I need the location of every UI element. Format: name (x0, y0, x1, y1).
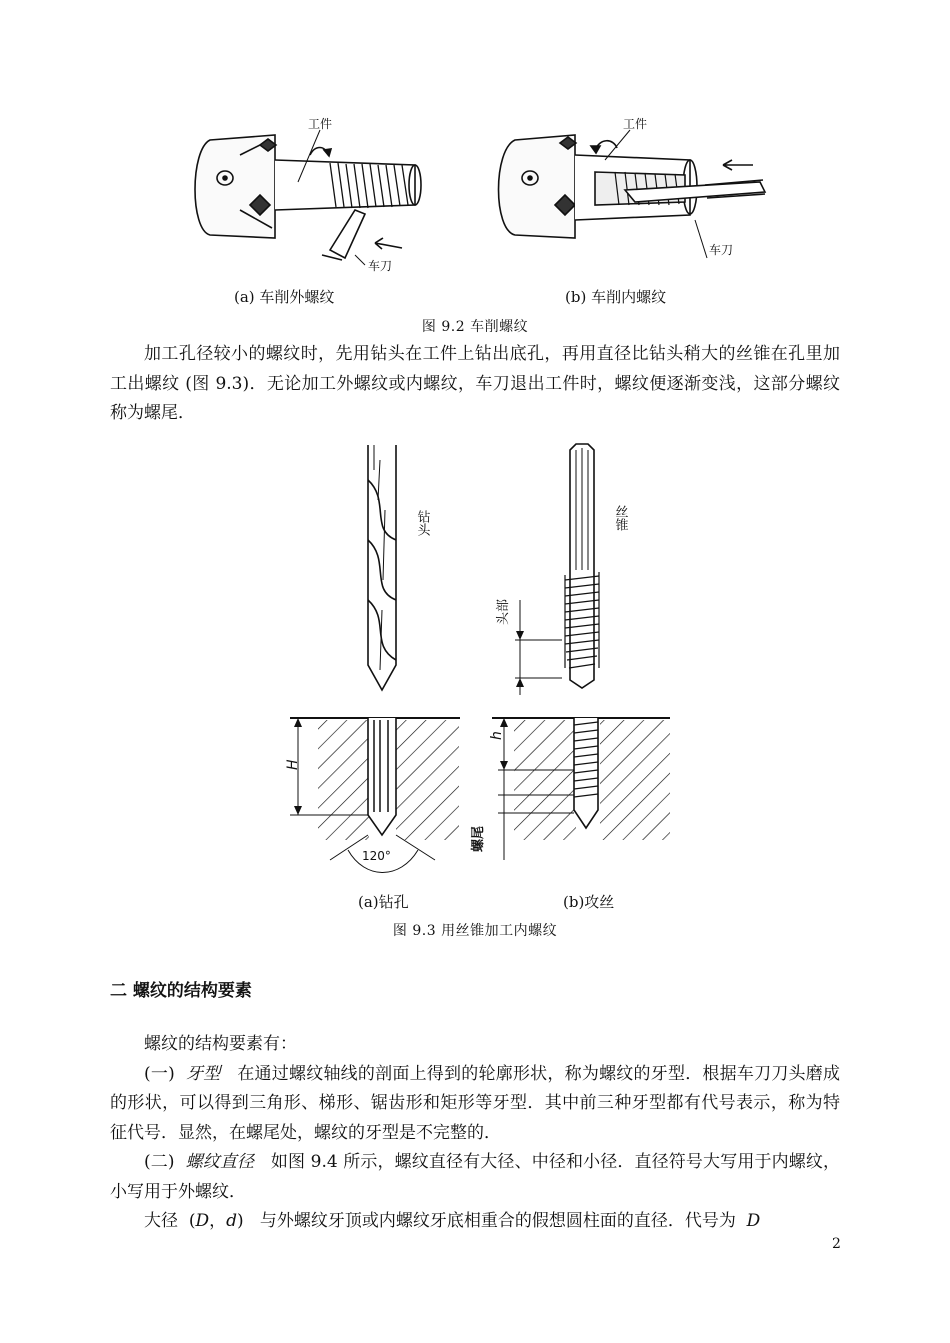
figure-9-2b-label: (b) 车削内螺纹 (565, 288, 667, 306)
sym-sep: ， (209, 1211, 227, 1231)
item-1-marker: (一) (144, 1063, 175, 1084)
callout-tool-a: 车刀 (368, 259, 393, 273)
body-structure-elements (110, 1030, 840, 1237)
sym-d: d (226, 1211, 237, 1231)
item-thread-diameter (110, 1148, 840, 1207)
figure-9-2a-label: (a) 车削外螺纹 (234, 288, 335, 306)
page-number: 2 (832, 1236, 841, 1252)
figure-9-2b-illustration (485, 110, 775, 275)
label-depth-h: h (489, 731, 505, 740)
item-major-diameter (110, 1207, 840, 1237)
item-1-text: 在通过螺纹轴线的剖面上得到的轮廓形状，称为螺纹的牙型．根据车刀刀头磨成的形状，可以得到三角形、梯形、锯齿形和矩形等牙型．其中前三种牙型都有代号表示，称为特征代号．显然，在螺尾处，螺纹的牙型是不完整的． (110, 1063, 840, 1143)
figure-9-3-illustration (270, 440, 680, 880)
callout-tap: 丝锥 (612, 505, 628, 531)
item-3-text: 与外螺纹牙顶或内螺纹牙底相重合的假想圆柱面的直径．代号为 (259, 1211, 736, 1231)
paragraph-1-text: 加工孔径较小的螺纹时，先用钻头在工件上钻出底孔，再用直径比钻头稍大的丝锥在孔里加工出螺纹 (图 9.3)．无论加工外螺纹或内螺纹，车刀退出工件时，螺纹便逐渐变浅，这部分螺纹称为螺尾． (110, 344, 840, 423)
label-angle: 120° (362, 849, 391, 863)
sym-close: ) (236, 1211, 244, 1231)
figure-9-2-caption: 图 9.2 车削螺纹 (421, 319, 529, 335)
label-thread-tail: 螺尾 (471, 825, 486, 852)
section-heading: 二 螺纹的结构要素 (110, 981, 252, 1001)
item-3-trailing-symbol: D (746, 1211, 761, 1231)
figure-9-2 (180, 110, 780, 280)
figure-9-3a-label: (a)钻孔 (358, 893, 409, 911)
item-2-text: 如图 9.4 所示，螺纹直径有大径、中径和小径．直径符号大写用于内螺纹，小写用于外螺纹． (110, 1152, 841, 1202)
callout-tool-b: 车刀 (709, 243, 734, 257)
paragraph-drilling-tapping (110, 340, 840, 429)
item-1-term: 牙型 (185, 1063, 221, 1084)
item-tooth-profile (110, 1060, 840, 1149)
item-2-term: 螺纹直径 (185, 1152, 255, 1172)
figure-9-3-caption: 图 9.3 用丝锥加工内螺纹 (392, 923, 558, 939)
label-depth-H: H (285, 759, 301, 770)
sym-D: D (195, 1211, 210, 1231)
item-3-term: 大径 (144, 1211, 178, 1231)
item-2-marker: (二) (144, 1152, 175, 1172)
callout-workpiece-a: 工件 (308, 117, 333, 131)
figure-9-2a-illustration (180, 110, 440, 275)
sym-open: ( (188, 1211, 196, 1231)
intro-line: 螺纹的结构要素有： (144, 1034, 297, 1054)
figure-9-3b-label: (b)攻丝 (563, 893, 615, 911)
callout-drill: 钻头 (414, 510, 430, 536)
callout-tap-head: 头部 (496, 598, 511, 625)
callout-workpiece-b: 工件 (623, 117, 648, 131)
